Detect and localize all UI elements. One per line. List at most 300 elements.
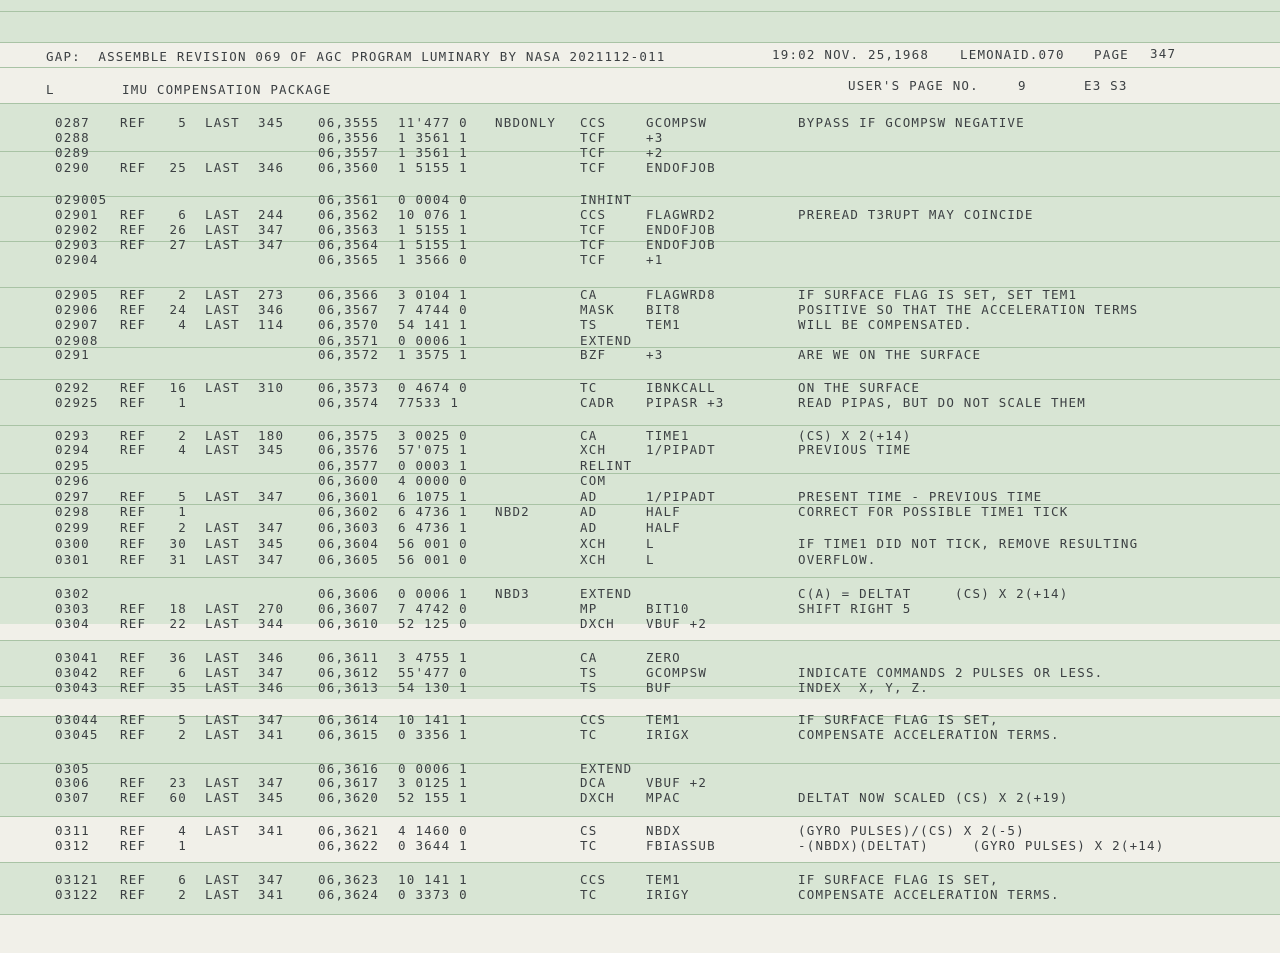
octal-code: 7 4742 0 (398, 601, 468, 616)
ref-count: 5 (178, 712, 187, 727)
ref-count: 6 (178, 872, 187, 887)
ref-count: 1 (178, 504, 187, 519)
operand: TEM1 (646, 872, 681, 887)
ref-count: 2 (178, 520, 187, 535)
address: 06,3564 (318, 237, 380, 252)
address: 06,3620 (318, 790, 380, 805)
line-number: 0303 (55, 601, 90, 616)
comment: PRESENT TIME - PREVIOUS TIME (798, 489, 1043, 504)
operand: GCOMPSW (646, 665, 708, 680)
operand: HALF (646, 504, 681, 519)
last-line: 346 (258, 650, 285, 665)
octal-code: 6 4736 1 (398, 520, 468, 535)
ref-count: 36 (169, 650, 187, 665)
operand: VBUF +2 (646, 616, 708, 631)
line-number: 02903 (55, 237, 99, 252)
octal-code: 10 141 1 (398, 712, 468, 727)
address: 06,3561 (318, 192, 380, 207)
last-line: 345 (258, 115, 285, 130)
opcode: XCH (580, 442, 607, 457)
opcode: TC (580, 727, 598, 742)
ref-tag: REF (120, 601, 147, 616)
last-tag: LAST (205, 287, 240, 302)
operand: IBNKCALL (646, 380, 716, 395)
address: 06,3613 (318, 680, 380, 695)
address: 06,3570 (318, 317, 380, 332)
line-number: 02901 (55, 207, 99, 222)
line-number: 0294 (55, 442, 90, 457)
line-number: 0311 (55, 823, 90, 838)
opcode: EXTEND (580, 333, 633, 348)
operand: BUF (646, 680, 673, 695)
operand: +3 (646, 347, 664, 362)
line-number: 02905 (55, 287, 99, 302)
last-tag: LAST (205, 712, 240, 727)
ref-tag: REF (120, 442, 147, 457)
comment: READ PIPAS, BUT DO NOT SCALE THEM (798, 395, 1086, 410)
octal-code: 54 130 1 (398, 680, 468, 695)
opcode: TCF (580, 130, 607, 145)
comment: PREREAD T3RUPT MAY COINCIDE (798, 207, 1034, 222)
address: 06,3604 (318, 536, 380, 551)
line-number: 0300 (55, 536, 90, 551)
ref-tag: REF (120, 317, 147, 332)
last-tag: LAST (205, 872, 240, 887)
octal-code: 1 3566 0 (398, 252, 468, 267)
address: 06,3606 (318, 586, 380, 601)
sheet-code: E3 S3 (1084, 78, 1128, 93)
comment: IF SURFACE FLAG IS SET, SET TEM1 (798, 287, 1078, 302)
octal-code: 3 0025 0 (398, 428, 468, 443)
line-number: 0299 (55, 520, 90, 535)
opcode: TC (580, 887, 598, 902)
comment: ON THE SURFACE (798, 380, 921, 395)
comment: C(A) = DELTAT (CS) X 2(+14) (798, 586, 1069, 601)
ref-tag: REF (120, 616, 147, 631)
users-page-number: 9 (1018, 78, 1027, 93)
octal-code: 56 001 0 (398, 536, 468, 551)
last-tag: LAST (205, 222, 240, 237)
ref-count: 6 (178, 665, 187, 680)
line-number: 02902 (55, 222, 99, 237)
operand: ENDOFJOB (646, 237, 716, 252)
opcode: TCF (580, 252, 607, 267)
opcode: RELINT (580, 458, 633, 473)
octal-code: 52 155 1 (398, 790, 468, 805)
last-tag: LAST (205, 428, 240, 443)
ref-count: 16 (169, 380, 187, 395)
operand: 1/PIPADT (646, 489, 716, 504)
line-number: 0307 (55, 790, 90, 805)
line-number: 0296 (55, 473, 90, 488)
section-marker: L (46, 82, 55, 97)
ref-tag: REF (120, 380, 147, 395)
header-banner: GAP: ASSEMBLE REVISION 069 OF AGC PROGRAM LUMINARY BY NASA 2021112-011 (46, 49, 666, 64)
opcode: CADR (580, 395, 615, 410)
last-tag: LAST (205, 775, 240, 790)
opcode: EXTEND (580, 761, 633, 776)
address: 06,3575 (318, 428, 380, 443)
opcode: TS (580, 680, 598, 695)
address: 06,3623 (318, 872, 380, 887)
octal-code: 11'477 0 (398, 115, 468, 130)
ref-tag: REF (120, 520, 147, 535)
symbol-label: NBDONLY (495, 115, 557, 130)
octal-code: 0 0006 1 (398, 761, 468, 776)
header-timestamp: 19:02 NOV. 25,1968 (772, 47, 930, 62)
ref-count: 1 (178, 838, 187, 853)
last-line: 310 (258, 380, 285, 395)
last-tag: LAST (205, 160, 240, 175)
last-tag: LAST (205, 520, 240, 535)
ref-tag: REF (120, 727, 147, 742)
last-line: 341 (258, 727, 285, 742)
opcode: MASK (580, 302, 615, 317)
octal-code: 0 0006 1 (398, 333, 468, 348)
comment: IF SURFACE FLAG IS SET, (798, 872, 999, 887)
comment: ARE WE ON THE SURFACE (798, 347, 982, 362)
operand: +2 (646, 145, 664, 160)
opcode: XCH (580, 536, 607, 551)
octal-code: 0 0006 1 (398, 586, 468, 601)
address: 06,3573 (318, 380, 380, 395)
comment: OVERFLOW. (798, 552, 877, 567)
address: 06,3607 (318, 601, 380, 616)
operand: TEM1 (646, 317, 681, 332)
address: 06,3600 (318, 473, 380, 488)
comment: POSITIVE SO THAT THE ACCELERATION TERMS (798, 302, 1139, 317)
last-tag: LAST (205, 302, 240, 317)
last-tag: LAST (205, 887, 240, 902)
opcode: AD (580, 520, 598, 535)
opcode: INHINT (580, 192, 633, 207)
opcode: EXTEND (580, 586, 633, 601)
ref-count: 4 (178, 442, 187, 457)
comment: SHIFT RIGHT 5 (798, 601, 912, 616)
opcode: TS (580, 665, 598, 680)
address: 06,3557 (318, 145, 380, 160)
line-number: 02907 (55, 317, 99, 332)
octal-code: 56 001 0 (398, 552, 468, 567)
operand: BIT10 (646, 601, 690, 616)
line-number: 0306 (55, 775, 90, 790)
last-line: 114 (258, 317, 285, 332)
last-tag: LAST (205, 207, 240, 222)
last-line: 347 (258, 237, 285, 252)
opcode: XCH (580, 552, 607, 567)
opcode: TCF (580, 222, 607, 237)
comment: INDICATE COMMANDS 2 PULSES OR LESS. (798, 665, 1104, 680)
address: 06,3603 (318, 520, 380, 535)
comment: IF SURFACE FLAG IS SET, (798, 712, 999, 727)
line-number: 0305 (55, 761, 90, 776)
line-number: 03041 (55, 650, 99, 665)
operand: FLAGWRD2 (646, 207, 716, 222)
line-number: 03044 (55, 712, 99, 727)
last-tag: LAST (205, 489, 240, 504)
symbol-label: NBD2 (495, 504, 530, 519)
operand: 1/PIPADT (646, 442, 716, 457)
octal-code: 4 1460 0 (398, 823, 468, 838)
ref-count: 35 (169, 680, 187, 695)
operand: ENDOFJOB (646, 160, 716, 175)
opcode: CA (580, 650, 598, 665)
octal-code: 0 0004 0 (398, 192, 468, 207)
last-tag: LAST (205, 680, 240, 695)
line-number: 0302 (55, 586, 90, 601)
ref-count: 6 (178, 207, 187, 222)
line-number: 0297 (55, 489, 90, 504)
address: 06,3616 (318, 761, 380, 776)
ref-count: 2 (178, 727, 187, 742)
operand: GCOMPSW (646, 115, 708, 130)
octal-code: 6 4736 1 (398, 504, 468, 519)
last-line: 347 (258, 489, 285, 504)
address: 06,3565 (318, 252, 380, 267)
opcode: MP (580, 601, 598, 616)
last-tag: LAST (205, 380, 240, 395)
address: 06,3555 (318, 115, 380, 130)
ref-count: 25 (169, 160, 187, 175)
opcode: TCF (580, 160, 607, 175)
line-number: 0295 (55, 458, 90, 473)
operand: MPAC (646, 790, 681, 805)
operand: ZERO (646, 650, 681, 665)
ref-tag: REF (120, 650, 147, 665)
operand: FLAGWRD8 (646, 287, 716, 302)
ref-tag: REF (120, 775, 147, 790)
line-number: 02908 (55, 333, 99, 348)
last-line: 347 (258, 222, 285, 237)
ref-count: 2 (178, 887, 187, 902)
operand: L (646, 536, 655, 551)
ref-count: 1 (178, 395, 187, 410)
opcode: TCF (580, 237, 607, 252)
last-tag: LAST (205, 552, 240, 567)
operand: +1 (646, 252, 664, 267)
octal-code: 55'477 0 (398, 665, 468, 680)
opcode: TC (580, 838, 598, 853)
ref-tag: REF (120, 115, 147, 130)
opcode: CCS (580, 207, 607, 222)
opcode: TC (580, 380, 598, 395)
ref-tag: REF (120, 552, 147, 567)
operand: TEM1 (646, 712, 681, 727)
line-number: 02904 (55, 252, 99, 267)
ref-tag: REF (120, 504, 147, 519)
address: 06,3621 (318, 823, 380, 838)
ref-tag: REF (120, 302, 147, 317)
ref-count: 5 (178, 115, 187, 130)
opcode: TS (580, 317, 598, 332)
ref-count: 30 (169, 536, 187, 551)
octal-code: 0 3644 1 (398, 838, 468, 853)
operand: IRIGY (646, 887, 690, 902)
ref-tag: REF (120, 665, 147, 680)
symbol-label: NBD3 (495, 586, 530, 601)
ref-tag: REF (120, 160, 147, 175)
comment: DELTAT NOW SCALED (CS) X 2(+19) (798, 790, 1069, 805)
opcode: DXCH (580, 790, 615, 805)
opcode: CCS (580, 115, 607, 130)
last-line: 273 (258, 287, 285, 302)
address: 06,3602 (318, 504, 380, 519)
octal-code: 7 4744 0 (398, 302, 468, 317)
line-number: 02906 (55, 302, 99, 317)
ref-count: 4 (178, 317, 187, 332)
line-number: 0289 (55, 145, 90, 160)
line-number: 03045 (55, 727, 99, 742)
octal-code: 52 125 0 (398, 616, 468, 631)
line-number: 03121 (55, 872, 99, 887)
octal-code: 0 0003 1 (398, 458, 468, 473)
last-tag: LAST (205, 237, 240, 252)
octal-code: 3 0104 1 (398, 287, 468, 302)
opcode: DXCH (580, 616, 615, 631)
ref-tag: REF (120, 428, 147, 443)
ref-count: 5 (178, 489, 187, 504)
line-number: 0292 (55, 380, 90, 395)
ref-tag: REF (120, 222, 147, 237)
octal-code: 57'075 1 (398, 442, 468, 457)
last-line: 346 (258, 680, 285, 695)
header-page-number: 347 (1150, 46, 1177, 61)
address: 06,3622 (318, 838, 380, 853)
address: 06,3577 (318, 458, 380, 473)
last-tag: LAST (205, 823, 240, 838)
line-number: 0293 (55, 428, 90, 443)
ref-tag: REF (120, 395, 147, 410)
address: 06,3574 (318, 395, 380, 410)
octal-code: 1 5155 1 (398, 222, 468, 237)
address: 06,3572 (318, 347, 380, 362)
octal-code: 10 076 1 (398, 207, 468, 222)
operand: HALF (646, 520, 681, 535)
last-tag: LAST (205, 317, 240, 332)
address: 06,3571 (318, 333, 380, 348)
line-number: 03042 (55, 665, 99, 680)
last-line: 347 (258, 775, 285, 790)
address: 06,3566 (318, 287, 380, 302)
last-line: 244 (258, 207, 285, 222)
comment: (GYRO PULSES)/(CS) X 2(-5) (798, 823, 1025, 838)
octal-code: 1 3561 1 (398, 145, 468, 160)
octal-code: 0 3356 1 (398, 727, 468, 742)
users-page-label: USER'S PAGE NO. (848, 78, 979, 93)
ref-tag: REF (120, 887, 147, 902)
octal-code: 3 0125 1 (398, 775, 468, 790)
last-line: 180 (258, 428, 285, 443)
last-line: 270 (258, 601, 285, 616)
operand: NBDX (646, 823, 681, 838)
opcode: BZF (580, 347, 607, 362)
last-line: 347 (258, 665, 285, 680)
opcode: CA (580, 287, 598, 302)
operand: BIT8 (646, 302, 681, 317)
comment: -(NBDX)(DELTAT) (GYRO PULSES) X 2(+14) (798, 838, 1165, 853)
last-tag: LAST (205, 536, 240, 551)
octal-code: 1 3561 1 (398, 130, 468, 145)
last-line: 344 (258, 616, 285, 631)
line-number: 0301 (55, 552, 90, 567)
address: 06,3610 (318, 616, 380, 631)
ref-tag: REF (120, 823, 147, 838)
opcode: CS (580, 823, 598, 838)
ref-count: 18 (169, 601, 187, 616)
last-line: 345 (258, 790, 285, 805)
address: 06,3614 (318, 712, 380, 727)
address: 06,3560 (318, 160, 380, 175)
line-number: 0287 (55, 115, 90, 130)
address: 06,3556 (318, 130, 380, 145)
operand: FBIASSUB (646, 838, 716, 853)
last-line: 346 (258, 160, 285, 175)
header-page-label: PAGE (1094, 47, 1129, 62)
comment: IF TIME1 DID NOT TICK, REMOVE RESULTING (798, 536, 1139, 551)
operand: PIPASR +3 (646, 395, 725, 410)
last-line: 347 (258, 552, 285, 567)
octal-code: 10 141 1 (398, 872, 468, 887)
address: 06,3567 (318, 302, 380, 317)
ref-count: 31 (169, 552, 187, 567)
opcode: CCS (580, 872, 607, 887)
last-line: 347 (258, 872, 285, 887)
ref-tag: REF (120, 712, 147, 727)
opcode: AD (580, 489, 598, 504)
comment: COMPENSATE ACCELERATION TERMS. (798, 727, 1060, 742)
octal-code: 1 3575 1 (398, 347, 468, 362)
last-line: 341 (258, 887, 285, 902)
octal-code: 0 3373 0 (398, 887, 468, 902)
operand: +3 (646, 130, 664, 145)
ref-tag: REF (120, 489, 147, 504)
octal-code: 1 5155 1 (398, 237, 468, 252)
address: 06,3611 (318, 650, 380, 665)
line-number: 0298 (55, 504, 90, 519)
ref-count: 24 (169, 302, 187, 317)
ref-count: 4 (178, 823, 187, 838)
line-number: 0291 (55, 347, 90, 362)
last-line: 347 (258, 520, 285, 535)
comment: CORRECT FOR POSSIBLE TIME1 TICK (798, 504, 1069, 519)
comment: INDEX X, Y, Z. (798, 680, 929, 695)
last-line: 341 (258, 823, 285, 838)
operand: VBUF +2 (646, 775, 708, 790)
ref-count: 22 (169, 616, 187, 631)
last-tag: LAST (205, 616, 240, 631)
octal-code: 3 4755 1 (398, 650, 468, 665)
line-number: 0312 (55, 838, 90, 853)
comment: (CS) X 2(+14) (798, 428, 912, 443)
ref-tag: REF (120, 207, 147, 222)
octal-code: 1 5155 1 (398, 160, 468, 175)
address: 06,3624 (318, 887, 380, 902)
address: 06,3612 (318, 665, 380, 680)
octal-code: 4 0000 0 (398, 473, 468, 488)
address: 06,3617 (318, 775, 380, 790)
operand: IRIGX (646, 727, 690, 742)
opcode: COM (580, 473, 607, 488)
address: 06,3601 (318, 489, 380, 504)
header-job: LEMONAID.070 (960, 47, 1065, 62)
opcode: CA (580, 428, 598, 443)
address: 06,3605 (318, 552, 380, 567)
ref-tag: REF (120, 790, 147, 805)
last-tag: LAST (205, 442, 240, 457)
octal-code: 0 4674 0 (398, 380, 468, 395)
ref-tag: REF (120, 536, 147, 551)
opcode: CCS (580, 712, 607, 727)
